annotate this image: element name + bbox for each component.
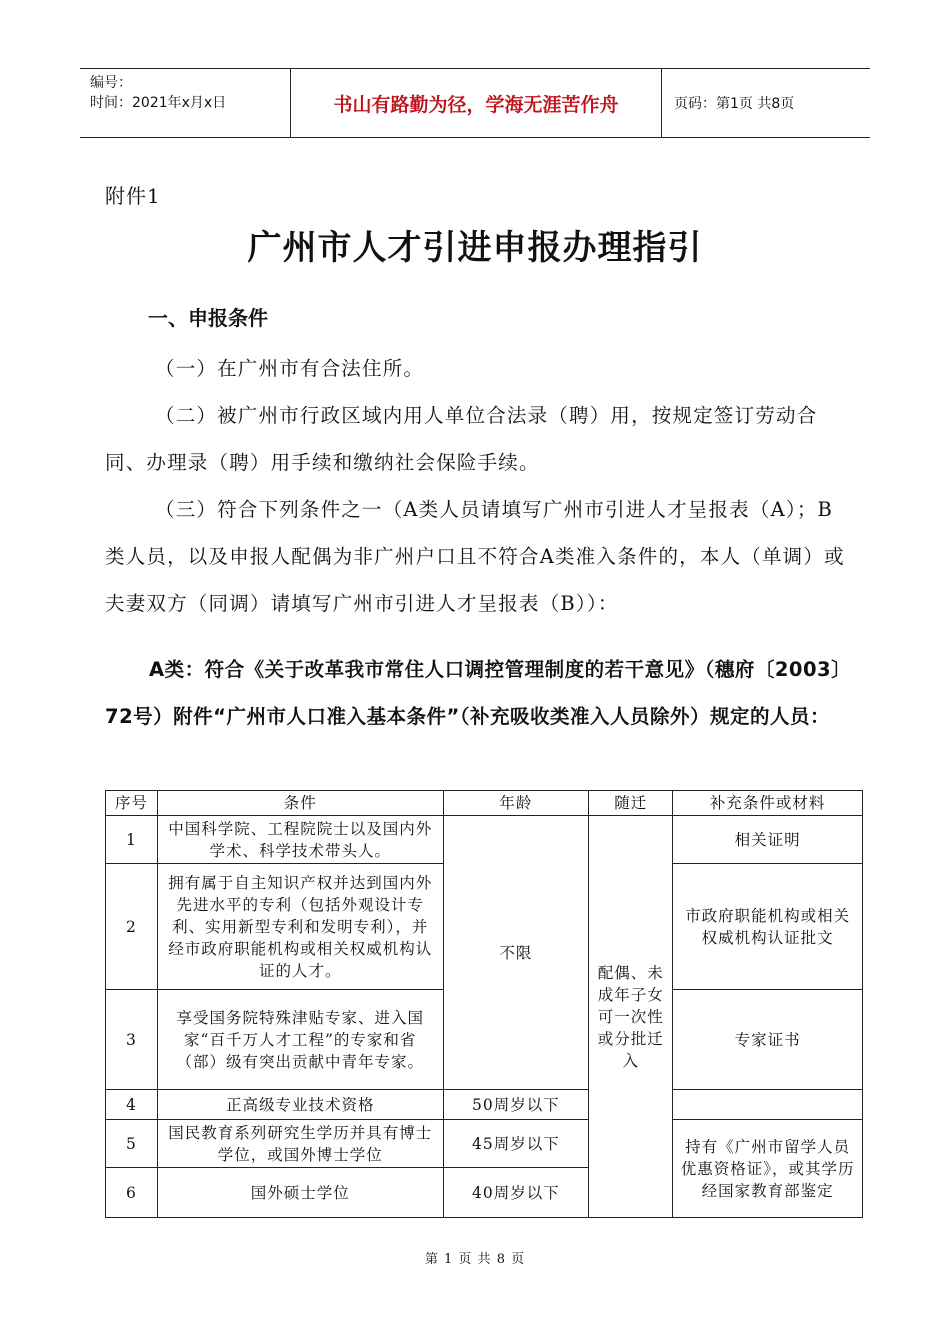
document-time-label: 时间：2021年x月x日 [90,95,227,111]
page-footer: 第 1 页 共 8 页 [424,1252,526,1267]
paragraph-1: （一）在广州市有合法住所。 [155,357,425,380]
col-header-condition: 条件 [157,791,443,816]
row-age: 40周岁以下 [443,1168,589,1218]
row-number: 1 [106,816,158,864]
col-header-age: 年龄 [443,791,589,816]
class-a-table [105,790,863,1218]
document-title: 广州市人才引进申报办理指引 [247,228,703,268]
row-number: 3 [106,990,158,1090]
supplement-overseas: 持有《广州市留学人员优惠资格证》，或其学历经国家教育部鉴定 [673,1120,863,1218]
header-page-info: 页码：第1页 共8页 [674,96,795,112]
row-condition: 国外硕士学位 [157,1168,443,1218]
row-number: 6 [106,1168,158,1218]
col-header-family: 随迁 [589,791,673,816]
row-condition: 正高级专业技术资格 [157,1090,443,1120]
class-a-text: A类：符合《关于改革我市常住人口调控管理制度的若干意见》（穗府〔2003〕72号）附件“广州市人口准入基本条件”（补充吸收类准入人员除外）规定的人员： [105,658,842,728]
supplement-expert-cert: 专家证书 [673,990,863,1090]
paragraph-3: （三）符合下列条件之一（A类人员请填写广州市引进人才呈报表（A）；B类人员，以及申报人配偶为非广州户口且不符合A类准入条件的，本人（单调）或夫妻双方（同调）请填写广州市引进人才呈报表（B））： [105,498,845,615]
table-row [106,1120,863,1168]
row-condition: 享受国务院特殊津贴专家、进入国家“百千万人才工程”的专家和省（部）级有突出贡献中青年专家。 [157,990,443,1090]
table-row [106,816,863,864]
row-number: 2 [106,864,158,990]
document-number-label: 编号： [90,75,132,91]
row-condition: 拥有属于自主知识产权并达到国内外先进水平的专利（包括外观设计专利、实用新型专利和发明专利），并经市政府职能机构或相关权威机构认证的人才。 [157,864,443,990]
supplement-certificate: 相关证明 [673,816,863,864]
row-age: 50周岁以下 [443,1090,589,1120]
table-row [106,1090,863,1120]
class-a-intro [105,646,847,740]
family-migration: 配偶、未成年子女可一次性或分批迁入 [589,816,673,1218]
body-paragraphs [105,345,847,627]
row-number: 4 [106,1090,158,1120]
col-header-number: 序号 [106,791,158,816]
header-motto: 书山有路勤为径，学海无涯苦作舟 [291,69,662,137]
attachment-label: 附件1 [105,184,161,208]
row-condition: 国民教育系列研究生学历并具有博士学位，或国外博士学位 [157,1120,443,1168]
row-condition: 中国科学院、工程院院士以及国内外学术、科学技术带头人。 [157,816,443,864]
col-header-supplement: 补充条件或材料 [673,791,863,816]
supplement-empty [673,1090,863,1120]
header-meta [80,69,291,137]
paragraph-2: （二）被广州市行政区域内用人单位合法录（聘）用，按规定签订劳动合同、办理录（聘）用手续和缴纳社会保险手续。 [105,404,818,474]
row-number: 5 [106,1120,158,1168]
section-heading-conditions: 一、申报条件 [148,306,268,330]
supplement-approval: 市政府职能机构或相关权威机构认证批文 [673,864,863,990]
table-header-row [106,791,863,816]
page-header [80,68,870,138]
age-unlimited: 不限 [443,816,589,1090]
row-age: 45周岁以下 [443,1120,589,1168]
